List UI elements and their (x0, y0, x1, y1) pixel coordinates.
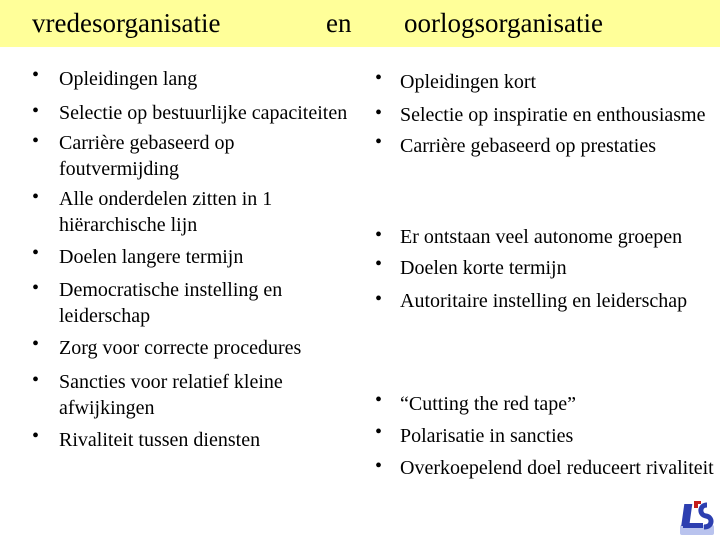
bullet-icon: • (375, 67, 383, 89)
list-item: • Polarisatie in sancties (375, 420, 574, 447)
war-characteristics-group-2 (375, 221, 715, 317)
bullet-icon: • (32, 277, 40, 300)
list-item: • Selectie op inspiratie en enthousiasme (375, 101, 706, 126)
list-item: • Autoritaire instelling en leiderschap (375, 287, 688, 312)
title-peace-organisation: vredesorganisatie (32, 8, 221, 38)
list-item: • Democratische instelling en leiderschap (32, 277, 283, 328)
title-war-organisation: oorlogsorganisatie (404, 8, 603, 38)
list-item: • Alle onderdelen zitten in 1 hiërarchische lijn (32, 185, 273, 236)
list-item: • Doelen korte termijn (375, 253, 567, 279)
list-item: • Selectie op bestuurlijke capaciteiten (32, 99, 348, 124)
bullet-icon: • (32, 425, 40, 448)
bullet-icon: • (375, 130, 383, 153)
list-item: • Carrière gebaseerd op prestaties (375, 130, 656, 157)
bullet-icon: • (375, 101, 383, 124)
war-characteristics-group-1 (375, 67, 715, 162)
list-item: • Opleidingen kort (375, 67, 537, 93)
peace-characteristics-list (32, 64, 352, 457)
bullet-icon: • (375, 455, 383, 478)
bullet-icon: • (375, 420, 383, 443)
bullet-icon: • (375, 253, 383, 275)
list-item: • Overkoepelend doel reduceert rivaliteit (375, 455, 714, 480)
bullet-icon: • (32, 185, 40, 208)
list-item: • Carrière gebaseerd op foutvermijding (32, 129, 235, 180)
bullet-icon: • (32, 129, 40, 152)
bullet-icon: • (32, 99, 40, 122)
list-item: • Opleidingen lang (32, 64, 198, 90)
bullet-icon: • (32, 369, 40, 392)
list-item: • Rivaliteit tussen diensten (32, 425, 261, 452)
bullet-icon: • (375, 224, 383, 246)
bullet-icon: • (32, 241, 40, 264)
institution-logo-icon (677, 499, 717, 537)
bullet-icon: • (375, 287, 383, 310)
list-item: • Er ontstaan veel autonome groepen (375, 224, 683, 248)
list-item: • Doelen langere termijn (32, 241, 244, 268)
bullet-icon: • (32, 64, 40, 86)
list-item: • Sancties voor relatief kleine afwijkingen (32, 369, 283, 420)
bullet-icon: • (375, 389, 383, 411)
list-item: • Zorg voor correcte procedures (32, 333, 302, 360)
list-item: • “Cutting the red tape” (375, 389, 577, 415)
bullet-icon: • (32, 333, 40, 356)
title-conjunction: en (326, 8, 352, 38)
war-characteristics-group-3 (375, 389, 715, 484)
